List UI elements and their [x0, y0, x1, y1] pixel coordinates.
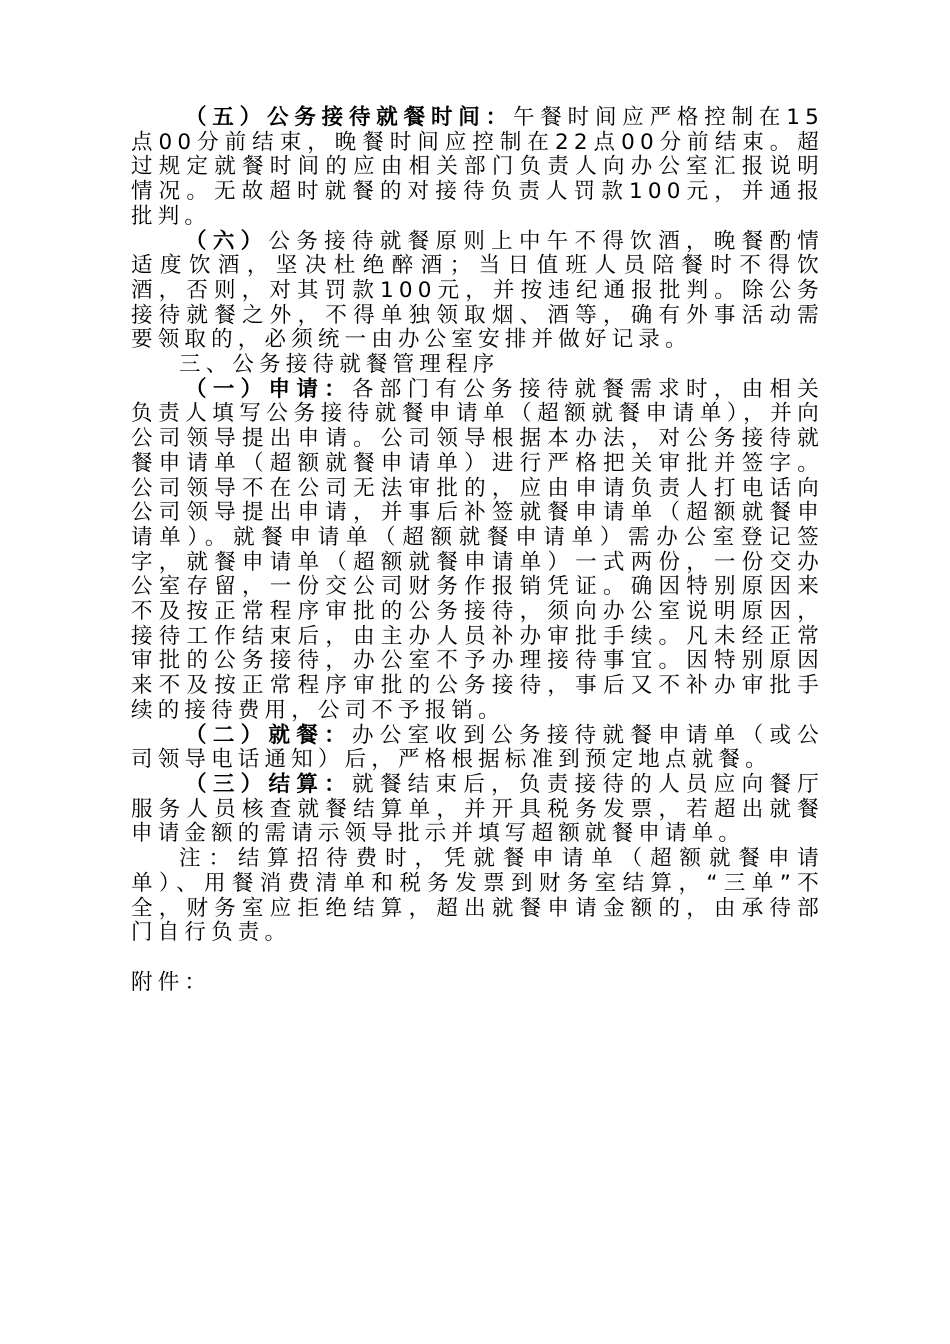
heading-application: （一）申请： [185, 376, 352, 402]
heading-dining-time: （五）公务接待就餐时间： [185, 105, 513, 130]
paragraph-dining [131, 724, 824, 773]
attachment-label-text: 附件： [131, 969, 212, 995]
text-dining: 办公室收到公务接待就餐申请单（或公司领导电话通知）后，严格根据标准到预定地点就餐。 [131, 722, 825, 773]
attachment-label [131, 971, 824, 996]
paragraph-alcohol-rule [131, 230, 824, 354]
paragraph-settlement [131, 773, 824, 847]
text-alcohol-rule: 公务接待就餐原则上中午不得饮酒，晚餐酌情适度饮酒，坚决杜绝醉酒；当日值班人员陪餐时不得饮酒，否则，对其罚款100元，并按违纪通报批判。除公务接待就餐之外，不得单独领取烟、酒等，确有外事活动需要领取的，必须统一由办公室安排并做好记录。 [131, 228, 824, 353]
heading-dining: （二）就餐： [185, 722, 352, 748]
paragraph-dining-time [131, 106, 824, 230]
heading-settlement: （三）结算： [185, 771, 352, 797]
text-settlement: 就餐结束后，负责接待的人员应向餐厅服务人员核查就餐结算单，并开具税务发票，若超出就餐申请金额的需请示领导批示并填写超额就餐申请单。 [131, 771, 825, 847]
section-title-procedure [131, 353, 824, 378]
document-body [131, 106, 824, 995]
heading-alcohol-rule: （六） [185, 228, 269, 254]
text-application: 各部门有公务接待就餐需求时，由相关负责人填写公务接待就餐申请单（超额就餐申请单），并向公司领导提出申请。公司领导根据本办法，对公务接待就餐申请单（超额就餐申请单）进行严格把关审批并签字。公司领导不在公司无法审批的，应由申请负责人打电话向公司领导提出申请，并事后补签就餐申请单（超额就餐申请单）。就餐申请单（超额就餐申请单）需办公室登记签字，就餐申请单（超额就餐申请单）一式两份，一份交办公室存留，一份交公司财务作报销凭证。确因特别原因来不及按正常程序审批的公务接待，须向办公室说明原因，接待工作结束后，由主办人员补办审批手续。凡未经正常审批的公务接待，办公室不予办理接待事宜。因特别原因来不及按正常程序审批的公务接待，事后又不补办审批手续的接待费用，公司不予报销。 [131, 376, 825, 723]
paragraph-note [131, 847, 824, 946]
paragraph-application [131, 378, 824, 724]
section-title-text: 三、公务接待就餐管理程序 [179, 352, 500, 378]
text-dining-time: 午餐时间应严格控制在15点00分前结束，晚餐时间应控制在22点00分前结束。超过规定就餐时间的应由相关部门负责人向办公室汇报说明情况。无故超时就餐的对接待负责人罚款100元，并通报批判。 [131, 105, 824, 229]
text-note: 注：结算招待费时，凭就餐申请单（超额就餐申请单）、用餐消费清单和税务发票到财务室结算，“三单”不全，财务室应拒绝结算，超出就餐申请金额的，由承待部门自行负责。 [131, 846, 824, 946]
